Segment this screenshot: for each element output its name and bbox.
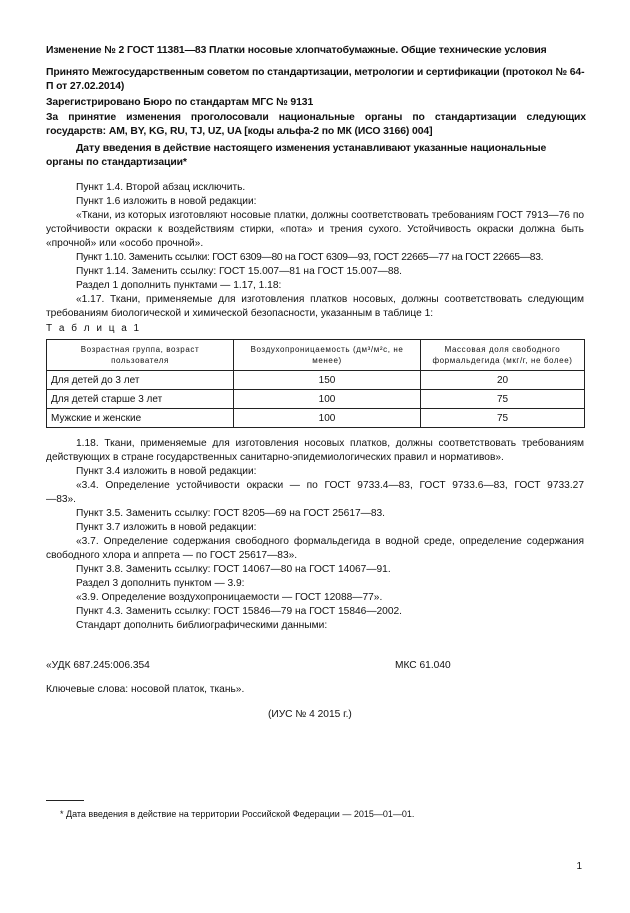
paragraph: Пункт 1.4. Второй абзац исключить. (76, 182, 246, 193)
udk-code: «УДК 687.245:006.354 (46, 660, 150, 671)
paragraph: Пункт 3.4 изложить в новой редакции: (76, 466, 257, 477)
paragraph: Пункт 3.5. Заменить ссылку: ГОСТ 8205—69 на ГОСТ 25617—83. (76, 508, 386, 519)
table-row (47, 390, 585, 409)
footnote-divider (46, 800, 84, 801)
table-cell: 150 (234, 371, 421, 390)
paragraph: «3.7. Определение содержания свободного формальдегида в водной среде, определение содержания свободного хлора и аппрета — по ГОСТ 25617—83». (46, 536, 584, 561)
paragraph: Раздел 1 дополнить пунктами — 1.17, 1.18: (76, 280, 282, 291)
footnote: * Дата введения в действие на территории Российской Федерации — 2015—01—01. (60, 809, 415, 819)
column-header: Массовая доля свободного формальдегида (мкг/г, не более) (421, 340, 585, 371)
page-number: 1 (576, 861, 582, 872)
keywords: Ключевые слова: носовой платок, ткань». (46, 684, 245, 695)
table-cell: Для детей старше 3 лет (47, 390, 234, 409)
requirements-table (46, 339, 585, 428)
table-cell: Мужские и женские (47, 409, 234, 428)
paragraph: «Ткани, из которых изготовляют носовые платки, должны соответствовать требованиям ГОСТ 7913—76 по устойчивости окраски к воздействиям стирки, «пота» и трения сухого. Устойчивость окраски должна быть «прочной» или «особо прочной». (46, 210, 584, 249)
paragraph: «1.17. Ткани, применяемые для изготовления платков носовых, должны соответствовать следующим требованиям биологической и химической безопасности, указанным в таблице 1: (46, 294, 584, 319)
table-cell: 100 (234, 390, 421, 409)
paragraph: Стандарт дополнить библиографическими данными: (76, 620, 328, 631)
paragraph: Пункт 1.14. Заменить ссылку: ГОСТ 15.007—81 на ГОСТ 15.007—88. (76, 266, 403, 277)
effective-date-note: Дату введения в действие настоящего изменения устанавливают указанные национальные органы по стандартизации* (46, 143, 547, 168)
paragraph: «3.9. Определение воздухопроницаемости — ГОСТ 12088—77». (76, 592, 383, 603)
paragraph: Пункт 1.10. Заменить ссылки: ГОСТ 6309—80 на ГОСТ 6309—93, ГОСТ 22665—77 на ГОСТ 22665—83. (76, 252, 544, 263)
amendment-title: Изменение № 2 ГОСТ 11381—83 Платки носовые хлопчатобумажные. Общие технические условия (46, 45, 547, 56)
voting-note: За принятие изменения проголосовали национальные органы по стандартизации следующих государств: AM, BY, KG, RU, TJ, UZ, UA [коды альфа-2 по МК (ИСО 3166) 004] (46, 112, 586, 137)
ius-reference: (ИУС № 4 2015 г.) (268, 709, 352, 720)
table-row (47, 409, 585, 428)
paragraph: Пункт 1.6 изложить в новой редакции: (76, 196, 257, 207)
table-header-row (47, 340, 585, 371)
paragraph: Пункт 3.7 изложить в новой редакции: (76, 522, 257, 533)
table-cell: Для детей до 3 лет (47, 371, 234, 390)
paragraph: 1.18. Ткани, применяемые для изготовления носовых платков, должны соответствовать требованиям действующих в стране государственных санитарно-эпидемиологических правил и нормативов». (46, 438, 584, 463)
paragraph: Раздел 3 дополнить пунктом — 3.9: (76, 578, 245, 589)
table-caption: Т а б л и ц а 1 (46, 323, 142, 334)
table-row (47, 371, 585, 390)
column-header: Возрастная группа, возраст пользователя (47, 340, 234, 371)
adoption-note: Принято Межгосударственным советом по стандартизации, метрологии и сертификации (протокол № 64-П от 27.02.2014) (46, 67, 585, 92)
table-cell: 20 (421, 371, 585, 390)
table-cell: 75 (421, 409, 585, 428)
table-cell: 100 (234, 409, 421, 428)
paragraph: Пункт 4.3. Заменить ссылку: ГОСТ 15846—79 на ГОСТ 15846—2002. (76, 606, 403, 617)
paragraph: Пункт 3.8. Заменить ссылку: ГОСТ 14067—80 на ГОСТ 14067—91. (76, 564, 391, 575)
mks-code: МКС 61.040 (395, 660, 451, 671)
paragraph: «3.4. Определение устойчивости окраски — по ГОСТ 9733.4—83, ГОСТ 9733.6—83, ГОСТ 9733.27—83». (46, 480, 584, 505)
column-header: Воздухопроницаемость (дм³/м²с, не менее) (234, 340, 421, 371)
table-cell: 75 (421, 390, 585, 409)
registration-note: Зарегистрировано Бюро по стандартам МГС № 9131 (46, 97, 314, 108)
